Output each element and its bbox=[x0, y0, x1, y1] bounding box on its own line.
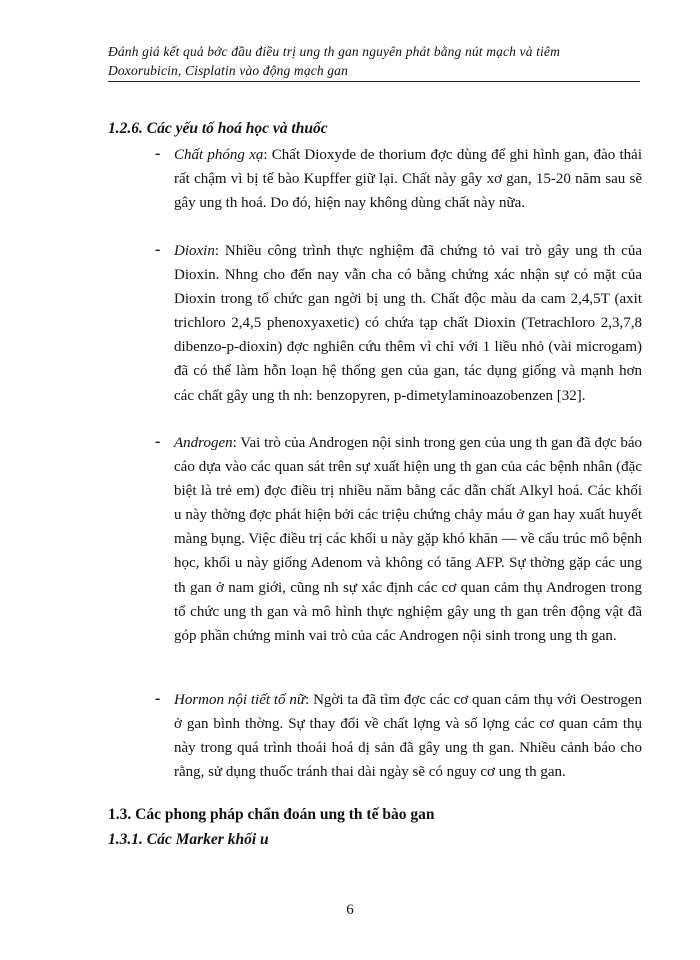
bullet-paragraph-female-hormone bbox=[174, 688, 642, 784]
bullet-text: : Chất Dioxyde de thorium đợc dùng để ghi hình gan, đào thải rất chậm vì bị tế bào Kupffer giữ lại. Chất này gây xơ gan, 15-20 năm sau sẽ gây ung th hoá. Do đó, hiện nay không dùng chất này nữa. bbox=[174, 147, 642, 212]
bullet-term: Hormon nội tiết tố nữ bbox=[174, 692, 306, 708]
section-heading-1-3-1: 1.3.1. Các Marker khối u bbox=[108, 831, 269, 848]
bullet-dash-4: - bbox=[155, 690, 161, 707]
bullet-paragraph-radioactive bbox=[174, 143, 642, 215]
bullet-dash-2: - bbox=[155, 241, 161, 258]
bullet-term: Chất phóng xạ bbox=[174, 147, 264, 163]
page-number: 6 bbox=[346, 902, 354, 918]
bullet-paragraph-androgen bbox=[174, 431, 642, 648]
bullet-term: Dioxin bbox=[174, 243, 215, 259]
header-rule bbox=[108, 81, 640, 82]
bullet-dash-1: - bbox=[155, 145, 161, 162]
section-heading-1-2-6: 1.2.6. Các yếu tố hoá học và thuốc bbox=[108, 120, 328, 137]
section-heading-1-3: 1.3. Các phong pháp chẩn đoán ung th tế bào gan bbox=[108, 806, 435, 823]
running-header-line-2: Doxorubicin, Cisplatin vào động mạch gan bbox=[108, 63, 348, 78]
bullet-text: : Vai trò của Androgen nội sinh trong gen của ung th gan đã đợc báo cáo dựa vào các quan sát trên sự xuất hiện ung th gan của các bệnh nhân (đặc biệt là trẻ em) đợc điều trị nhiều năm bằng các dẫn chất Alkyl hoá. Các khối u này thờng đợc phát hiện bởi các triệu chứng chảy máu ở gan hay xuất huyết màng bụng. Việc điều trị các khối u này gặp khó khăn — về cấu trúc mô bệnh học, khối u này giống Adenom và không có tăng AFP. Sự thờng gặp các ung th gan ở nam giới, cũng nh sự xác định các cơ quan cảm thụ Androgen trong tổ chức ung th gan và mô hình thực nghiệm gây ung th gan trên động vật đã góp phần chứng minh vai trò của các Androgen nội sinh trong ung th gan. bbox=[174, 435, 642, 644]
bullet-paragraph-dioxin bbox=[174, 239, 642, 408]
bullet-text: : Nhiều công trình thực nghiệm đã chứng tỏ vai trò gây ung th của Dioxin. Nhng cho đến nay vẫn cha có bằng chứng xác nhận sự có mặt của Dioxin trong tổ chức gan ngời bị ung th. Chất độc màu da cam 2,4,5T (axit trichloro 2,4,5 phenoxyaxetic) có chứa tạp chất Dioxin (Tetrachloro 2,3,7,8 dibenzo-p-dioxin) đợc nghiên cứu thêm vì chỉ với 1 liều nhỏ (vài microgam) đã có thể làm hỗn loạn hệ thống gen của gan, tác dụng giống và mạnh hơn các chất gây ung th nh: benzopyren, p-dimetylaminoazobenzen [32]. bbox=[174, 243, 642, 404]
bullet-dash-3: - bbox=[155, 433, 161, 450]
bullet-term: Androgen bbox=[174, 435, 233, 451]
running-header bbox=[108, 42, 640, 80]
bullet-text: : Ngời ta đã tìm đợc các cơ quan cảm thụ với Oestrogen ở gan bình thờng. Sự thay đổi về chất lợng và số lợng các cơ quan cảm thụ này trong quá trình thoái hoá dị sản đã gây ung th gan. Nhiều cảnh báo cho rằng, sử dụng thuốc tránh thai dài ngày sẽ có nguy cơ ung th gan. bbox=[174, 692, 642, 781]
running-header-line-1: Đánh giá kết quả bớc đầu điều trị ung th gan nguyên phát bằng nút mạch và tiêm bbox=[108, 44, 560, 59]
